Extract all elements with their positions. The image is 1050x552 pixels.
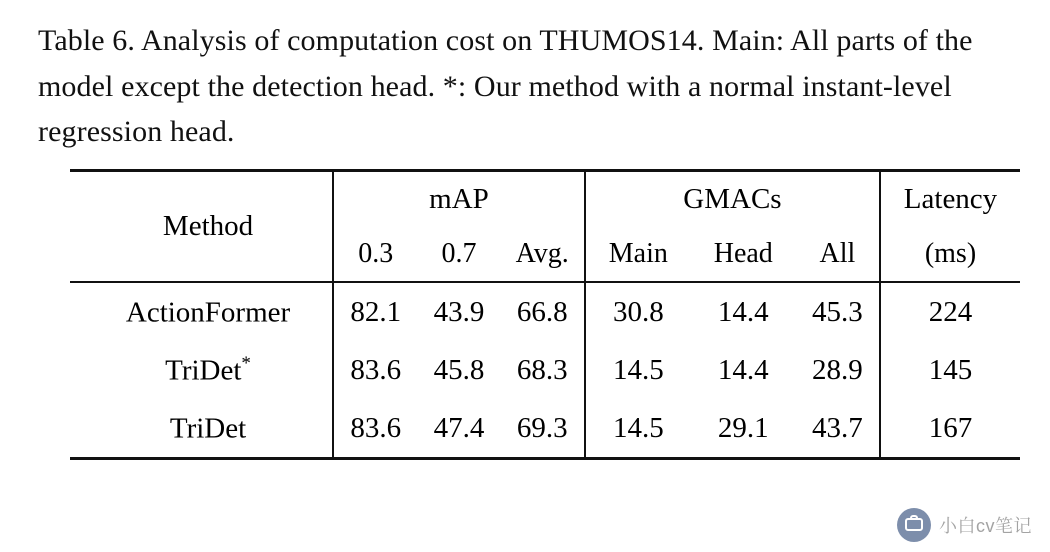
table-caption: Table 6. Analysis of computation cost on THUMOS14. Main: All parts of the model except the detection head. *: Our method with a normal instant-level regression head.: [38, 24, 973, 149]
watermark: [897, 508, 1032, 542]
cell-gmacs-all: 43.7: [796, 399, 880, 459]
table-container: [38, 169, 1020, 461]
cell-method: [70, 399, 333, 459]
cell-gmacs-all: 28.9: [812, 353, 863, 386]
cell-gmacs-main: 14.5: [585, 341, 691, 399]
cell-map-03: 83.6: [333, 399, 417, 459]
cell-method: [70, 282, 333, 341]
header-latency-unit: (ms): [880, 226, 1020, 282]
cell-map-avg: 66.8: [501, 282, 585, 341]
cell-gmacs-main: 14.5: [585, 399, 691, 459]
cell-latency: 167: [880, 399, 1020, 459]
cell-gmacs-head: 14.4: [691, 282, 796, 341]
header-map-03: 0.3: [333, 226, 417, 282]
cell-map-03: 82.1: [333, 282, 417, 341]
method-label: ActionFormer: [125, 296, 291, 329]
cell-latency: 145: [880, 341, 1020, 399]
camera-circle-icon: [897, 508, 931, 542]
header-method: Method: [70, 170, 333, 282]
cell-map-07: 47.4: [417, 399, 500, 459]
cell-map-07: 45.8: [433, 353, 485, 386]
header-latency: Latency: [880, 170, 1020, 226]
cell-map-avg: 68.3: [516, 353, 568, 386]
table-row: [70, 399, 1020, 459]
header-map-avg: Avg.: [515, 237, 569, 269]
cell-map-07: 43.9: [417, 282, 500, 341]
cell-map-avg: 69.3: [501, 399, 585, 459]
cell-gmacs-head: 14.4: [717, 353, 769, 386]
method-superscript: *: [241, 352, 251, 374]
cell-gmacs-head: 29.1: [691, 399, 796, 459]
header-map: mAP: [333, 170, 585, 226]
header-gmacs-all: All: [819, 237, 856, 269]
cell-gmacs-main: 30.8: [585, 282, 691, 341]
header-gmacs-head: Head: [713, 237, 773, 269]
header-gmacs: GMACs: [585, 170, 880, 226]
cell-map-03: 83.6: [333, 341, 417, 399]
cell-gmacs-all: 45.3: [796, 282, 880, 341]
computation-cost-table: [70, 169, 1020, 461]
cell-method: [70, 341, 333, 399]
watermark-label: 小白cv笔记: [939, 516, 1032, 536]
header-gmacs-main: Main: [585, 226, 691, 282]
method-label: TriDet: [169, 412, 247, 445]
cell-latency: 224: [880, 282, 1020, 341]
table-row: [70, 282, 1020, 341]
header-map-07: 0.7: [441, 237, 477, 269]
table-row: [70, 341, 1020, 399]
method-label: TriDet: [165, 354, 242, 387]
table-header-group-row: [70, 170, 1020, 226]
